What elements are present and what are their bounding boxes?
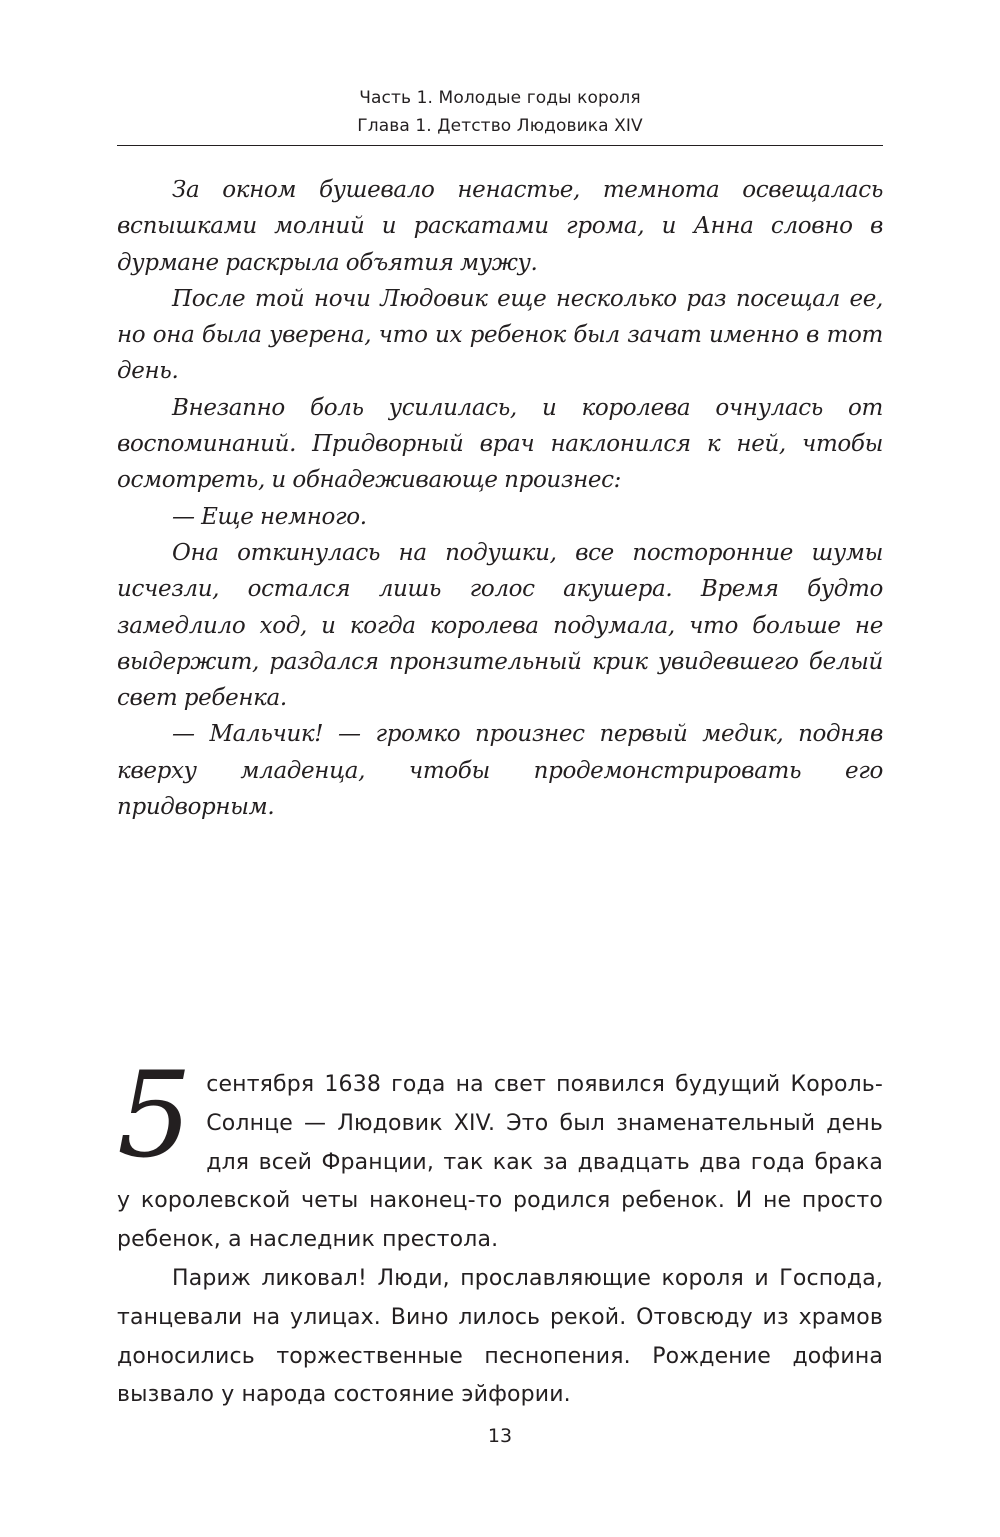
first-paragraph-text: сентября 1638 года на свет появился будущий Король-Солнце — Людовик XIV. Это был знаменательный день для всей Франции, так как за двадцать два года брака у королевской четы наконец-то родился ребенок. И не просто ребенок, а наследник престола. <box>117 1072 883 1253</box>
second-paragraph: Париж ликовал! Люди, прославляющие короля и Господа, танцевали на улицах. Вино лилось рекой. Отовсюду из храмов доносились торжественные песнопения. Рождение дофина вызвало у народа состояние эйфории. <box>117 1265 883 1408</box>
body-section <box>117 1046 883 1415</box>
italic-paragraph: После той ночи Людовик еще несколько раз посещал ее, но она была уверена, что их ребенок был зачат именно в тот день. <box>117 285 883 385</box>
first-paragraph <box>117 1046 883 1260</box>
drop-cap: 5 <box>117 1046 193 1184</box>
running-head-chapter: Глава 1. Детство Людовика XIV <box>357 116 643 136</box>
italic-narrative <box>117 172 883 825</box>
italic-paragraph: Внезапно боль усилилась, и королева очнулась от воспоминаний. Придворный врач наклонился к ней, чтобы осмотреть, и обнадеживающе произнес: <box>117 394 883 494</box>
dialogue-line: — Мальчик! — громко произнес первый медик, подняв кверху младенца, чтобы продемонстрировать его придворным. <box>117 721 883 821</box>
running-head-part: Часть 1. Молодые годы короля <box>359 88 641 108</box>
page-number: 13 <box>487 1425 513 1447</box>
header-rule <box>117 145 883 146</box>
dialogue-line: — Еще немного. <box>172 503 367 530</box>
italic-paragraph: За окном бушевало ненастье, темнота освещалась вспышками молний и раскатами грома, и Анна словно в дурмане раскрыла объятия мужу. <box>117 177 883 276</box>
running-head <box>117 84 883 140</box>
italic-paragraph: Она откинулась на подушки, все посторонние шумы исчезли, остался лишь голос акушера. Время будто замедлило ход, и когда королева подумала, что больше не выдержит, раздался пронзительный крик увидевшего белый свет ребенка. <box>117 539 883 712</box>
